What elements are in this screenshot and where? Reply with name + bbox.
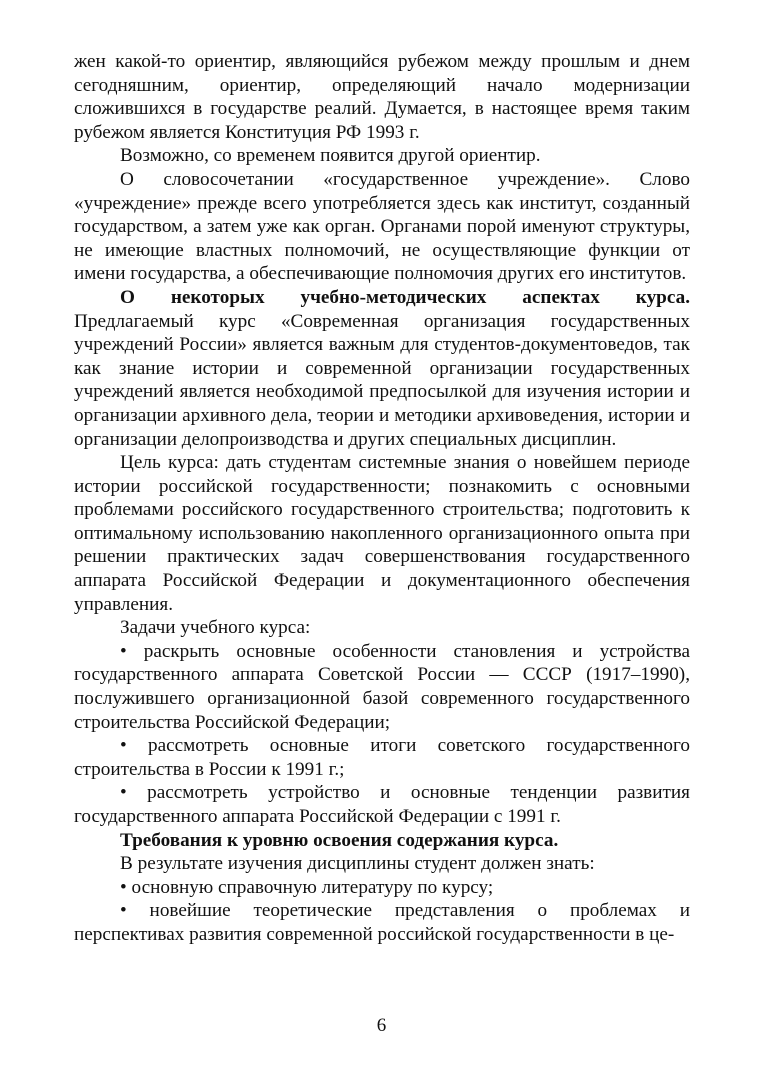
paragraph-heading-requirements: Требования к уровню освоения содержания курса. — [120, 829, 559, 851]
paragraph-course-aspects — [74, 286, 690, 451]
paragraph-heading-course-aspects: О некоторых учебно-методических аспектах курса. — [120, 286, 690, 308]
list-item-know-2: • новейшие теоретические представления о проблемах и перспективах развития современной российской государственности в це- — [74, 900, 690, 945]
list-item-task-1: • раскрыть основные особенности становления и устройства государственного аппарата Советской России — СССР (1917–1990), послужившего организационной базой современного государственного строительства Российской Федерации; — [74, 640, 690, 733]
paragraph-course-goal: Цель курса: дать студентам системные знания о новейшем периоде истории российской государственности; познакомить с основными проблемами российского государственного строительства; подготовить к оптимальному использованию накопленного организационного опыта при решении практических задач совершенствования государственного аппарата Российской Федерации и документационного обеспечения управления. — [74, 452, 690, 615]
paragraph-another-landmark: Возможно, со временем появится другой ориентир. — [120, 145, 541, 167]
page-body — [74, 50, 690, 947]
paragraph-text-course-aspects: Предлагаемый курс «Современная организация государственных учреждений России» является важным для студентов-документоведов, так как знание истории и современной организации государственных учреждений является необходимой предпосылкой для изучения истории и организации архивного дела, теории и методики архивоведения, истории и организации делопроизводства и других специальных дисциплин. — [74, 310, 690, 450]
page-number: 6 — [376, 1015, 387, 1036]
paragraph-student-must-know: В результате изучения дисциплины студент должен знать: — [120, 853, 595, 875]
section-heading-requirements — [74, 829, 690, 853]
paragraph-continuation: жен какой-то ориентир, являющийся рубежом между прошлым и днем сегодняшним, ориентир, определяющий начало модернизации сложившихся в государстве реалий. Думается, в настоящее время таким рубежом является Конституция РФ 1993 г. — [74, 51, 690, 143]
list-item-task-2: • рассмотреть основные итоги советского государственного строительства в России к 1991 г.; — [74, 735, 690, 780]
paragraph-state-institution-term: О словосочетании «государственное учреждение». Слово «учреждение» прежде всего употребляется здесь как институт, созданный государством, а затем уже как орган. Органами порой именуют структуры, не имеющие властных полномочий, не осуществляющие функции от имени государства, а обеспечивающие полномочия других его институтов. — [74, 168, 690, 285]
list-item-know-1: • основную справочную литературу по курсу; — [120, 876, 494, 898]
list-item-task-3: • рассмотреть устройство и основные тенденции развития государственного аппарата Российской Федерации с 1991 г. — [74, 782, 690, 827]
paragraph-course-tasks-intro: Задачи учебного курса: — [120, 617, 311, 639]
